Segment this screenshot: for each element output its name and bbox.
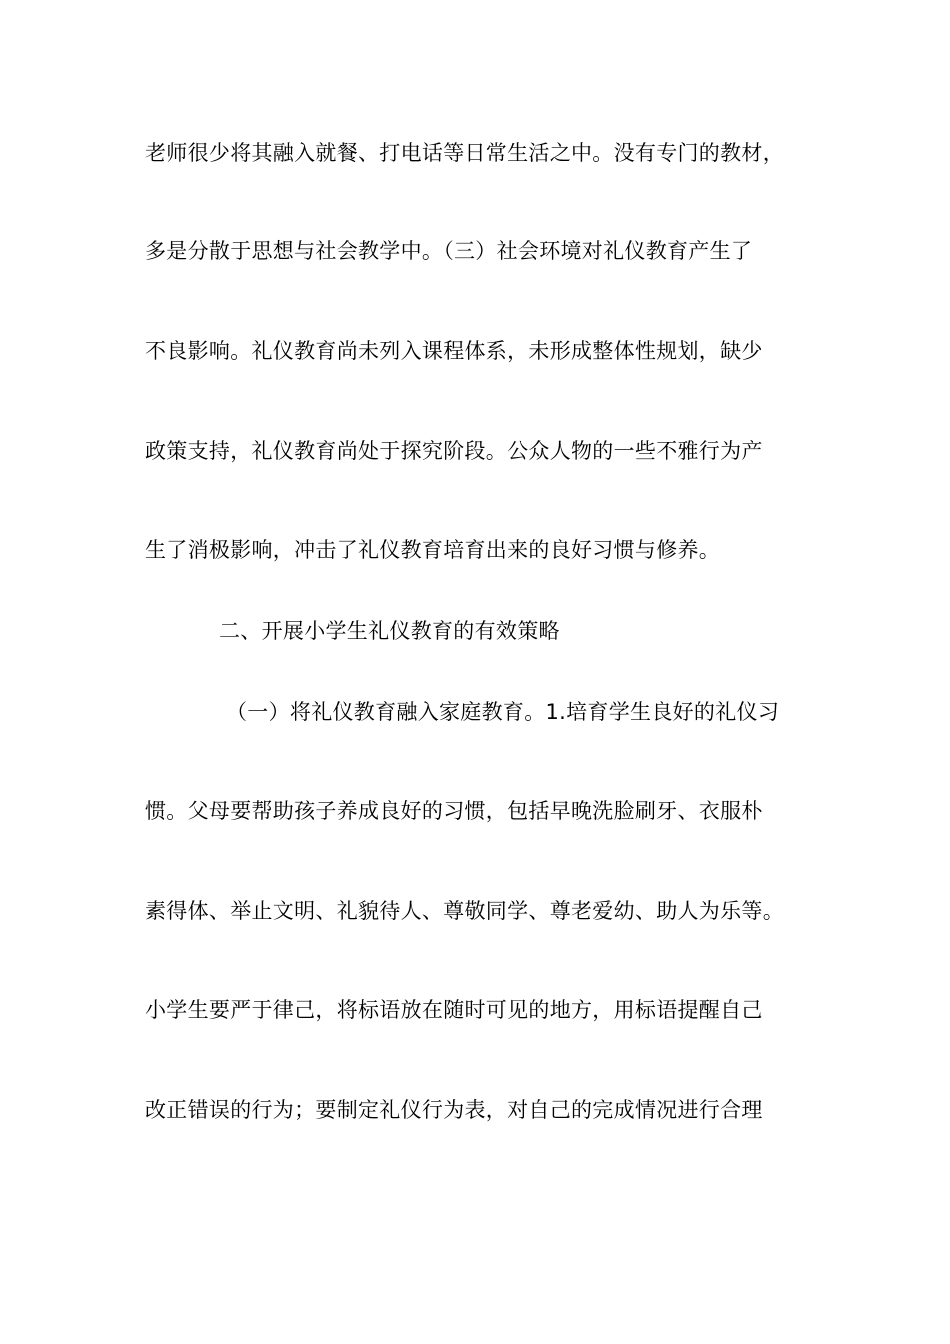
paragraph-line: 生了消极影响，冲击了礼仪教育培育出来的良好习惯与修养。 xyxy=(145,538,721,562)
section-heading: 二、开展小学生礼仪教育的有效策略 xyxy=(219,619,560,643)
paragraph-line: 惯。父母要帮助孩子养成良好的习惯，包括早晚洗脸刷牙、衣服朴 xyxy=(145,799,763,823)
paragraph-line: 政策支持，礼仪教育尚处于探究阶段。公众人物的一些不雅行为产 xyxy=(145,439,763,463)
subsection-line: （一）将礼仪教育融入家庭教育。1.培育学生良好的礼仪习 xyxy=(226,700,780,724)
paragraph-line: 改正错误的行为；要制定礼仪行为表，对自己的完成情况进行合理 xyxy=(145,1098,763,1122)
paragraph-line: 素得体、举止文明、礼貌待人、尊敬同学、尊老爱幼、助人为乐等。 xyxy=(145,899,784,923)
paragraph-line: 小学生要严于律己，将标语放在随时可见的地方，用标语提醒自己 xyxy=(145,998,763,1022)
paragraph-line: 不良影响。礼仪教育尚未列入课程体系，未形成整体性规划，缺少 xyxy=(145,339,763,363)
paragraph-line: 老师很少将其融入就餐、打电话等日常生活之中。没有专门的教材， xyxy=(145,141,784,165)
paragraph-line: 多是分散于思想与社会教学中。（三）社会环境对礼仪教育产生了 xyxy=(145,239,753,263)
